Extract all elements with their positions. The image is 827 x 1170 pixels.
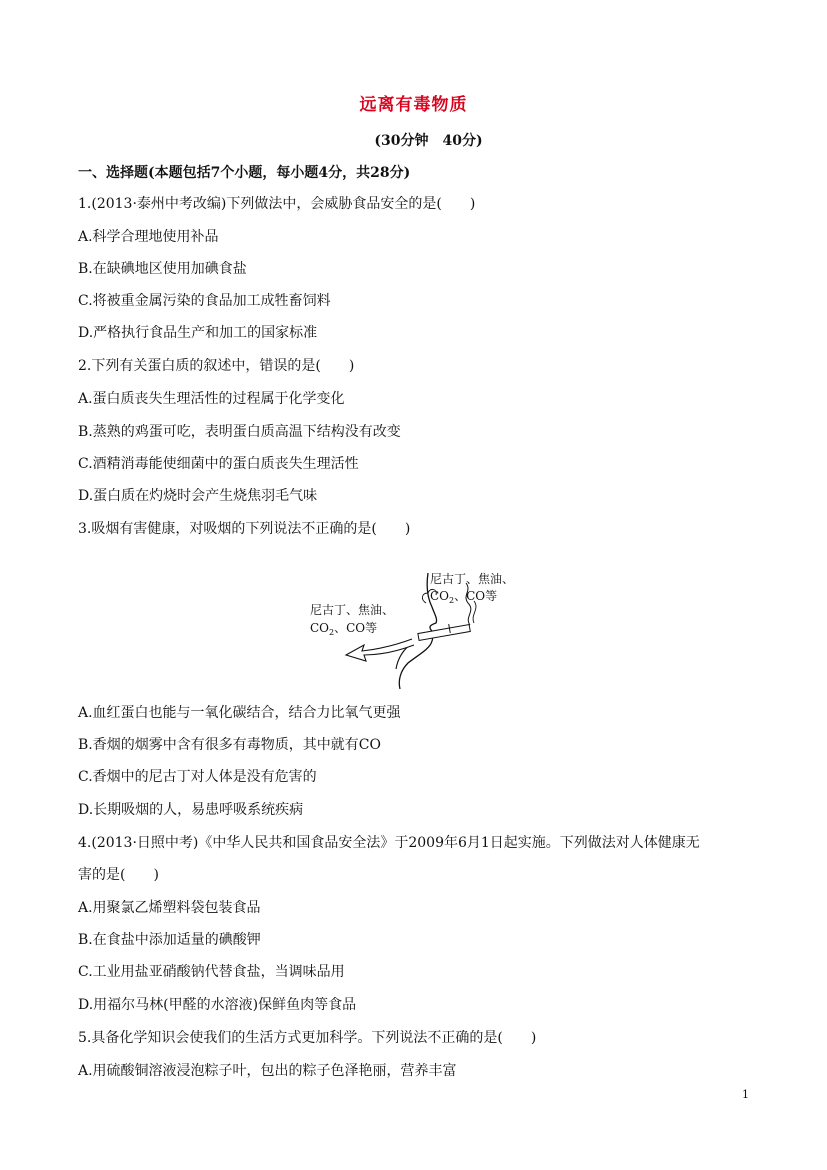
option-1d: D.严格执行食品生产和加工的国家标准 xyxy=(78,325,318,341)
option-2c: C.酒精消毒能使细菌中的蛋白质丧失生理活性 xyxy=(78,456,359,472)
arrow-icon xyxy=(346,639,414,661)
option-2a: A.蛋白质丧失生理活性的过程属于化学变化 xyxy=(78,391,345,407)
option-4c: C.工业用盐亚硝酸钠代替食盐，当调味品用 xyxy=(78,964,345,980)
page-title: 远离有毒物质 xyxy=(359,95,468,115)
option-2b: B.蒸熟的鸡蛋可吃，表明蛋白质高温下结构没有改变 xyxy=(78,424,401,440)
question-3: 3.吸烟有害健康，对吸烟的下列说法不正确的是( ) xyxy=(78,521,411,537)
question-2: 2.下列有关蛋白质的叙述中，错误的是( ) xyxy=(78,358,355,374)
option-3b: B.香烟的烟雾中含有很多有毒物质，其中就有CO xyxy=(78,737,381,753)
figure-label-left-2: $CO_2$、CO等 xyxy=(310,621,378,637)
cigarette-icon xyxy=(418,624,470,640)
option-4d: D.用福尔马林(甲醛的水溶液)保鲜鱼肉等食品 xyxy=(78,997,357,1013)
question-4: 4.(2013·日照中考)《中华人民共和国食品安全法》于2009年6月1日起实施。下列做法对人体健康无 xyxy=(78,835,700,851)
figure-label-top-1: 尼古丁、焦油、 xyxy=(430,572,515,586)
page-subtitle: (30分钟 40分) xyxy=(374,133,483,149)
option-4a: A.用聚氯乙烯塑料袋包装食品 xyxy=(78,900,261,916)
section-heading: 一、选择题(本题包括7个小题，每小题4分，共28分) xyxy=(78,165,411,181)
option-3d: D.长期吸烟的人，易患呼吸系统疾病 xyxy=(78,802,304,818)
option-3c: C.香烟中的尼古丁对人体是没有危害的 xyxy=(78,769,317,785)
option-3a: A.血红蛋白也能与一氧化碳结合，结合力比氧气更强 xyxy=(78,705,401,721)
option-2d: D.蛋白质在灼烧时会产生烧焦羽毛气味 xyxy=(78,488,318,504)
option-5a: A.用硫酸铜溶液浸泡粽子叶，包出的粽子色泽艳丽，营养丰富 xyxy=(78,1063,457,1079)
figure-label-left-1: 尼古丁、焦油、 xyxy=(310,603,395,617)
option-1c: C.将被重金属污染的食品加工成牲畜饲料 xyxy=(78,293,331,309)
question-1: 1.(2013·泰州中考改编)下列做法中，会威胁食品安全的是( ) xyxy=(78,196,476,212)
option-4b: B.在食盐中添加适量的碘酸钾 xyxy=(78,932,261,948)
option-1b: B.在缺碘地区使用加碘食盐 xyxy=(78,261,247,277)
option-1a: A.科学合理地使用补品 xyxy=(78,229,219,245)
question-5: 5.具备化学知识会使我们的生活方式更加科学。下列说法不正确的是( ) xyxy=(78,1030,537,1046)
figure-label-top-2: $CO_2$、CO等 xyxy=(430,589,498,605)
page-number: 1 xyxy=(742,1088,749,1101)
smoking-figure xyxy=(300,565,540,690)
question-4-cont: 害的是( ) xyxy=(78,867,159,883)
